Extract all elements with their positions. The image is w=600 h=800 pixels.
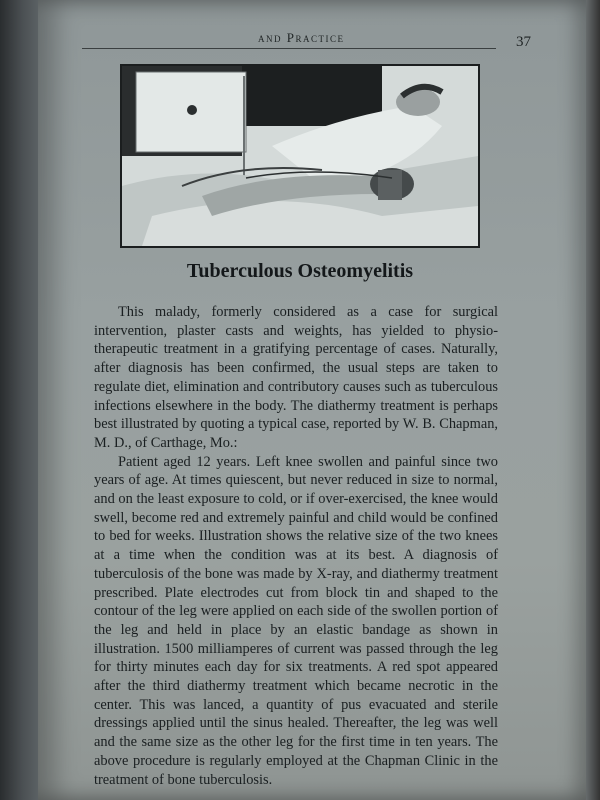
article-body (94, 303, 498, 789)
article-title: Tuberculous Osteomyelitis (186, 260, 414, 282)
paragraph: Patient aged 12 years. Left knee swollen and painful since two years of age. At times quiescent, but never reduced in size to normal, and on the least exposure to cold, or if over-exercised, the knee would swell, become red and extremely painful and child would be confined to bed for weeks. Illustration shows the relative size of the two knees at a time when the condition was at its best. A diagnosis of tuberculosis of the bone was made by X-ray, and diathermy treatment prescribed. Plate electrodes cut from block tin and shaped to the contour of the leg were applied on each side of the swollen portion of the leg and held in place by an elastic bandage as shown in illustration. 1500 milliamperes of current was passed through the leg for thirty minutes each day for six treatments. A red spot appeared after the third diathermy treatment which became necrotic in the center. This was lanced, a quantity of pus evacuated and sterile dressings applied until the sinus healed. Thereafter, the leg was well and the same size as the other leg for the first time in ten years. The above procedure is regularly employed at the Chapman Clinic in the treatment of bone tuberculosis. (94, 453, 498, 788)
running-head: and Practice (258, 30, 345, 45)
header-rule (82, 48, 496, 49)
photo-illustration (122, 66, 478, 246)
paragraph: This malady, formerly considered as a case for surgical intervention, plaster casts and weights, has yielded to physio-therapeutic treatment in a gratifying percentage of cases. Naturally, after diagnosis has been confirmed, the usual steps are taken to regulate diet, elimination and contributory causes such as tuberculous infections elsewhere in the body. The diathermy treatment is perhaps best illustrated by quoting a typical case, reported by W. B. Chapman, M. D., of Carthage, Mo.: (94, 304, 498, 451)
page-number: 37 (516, 34, 531, 50)
patient-treatment-photo (120, 64, 480, 248)
